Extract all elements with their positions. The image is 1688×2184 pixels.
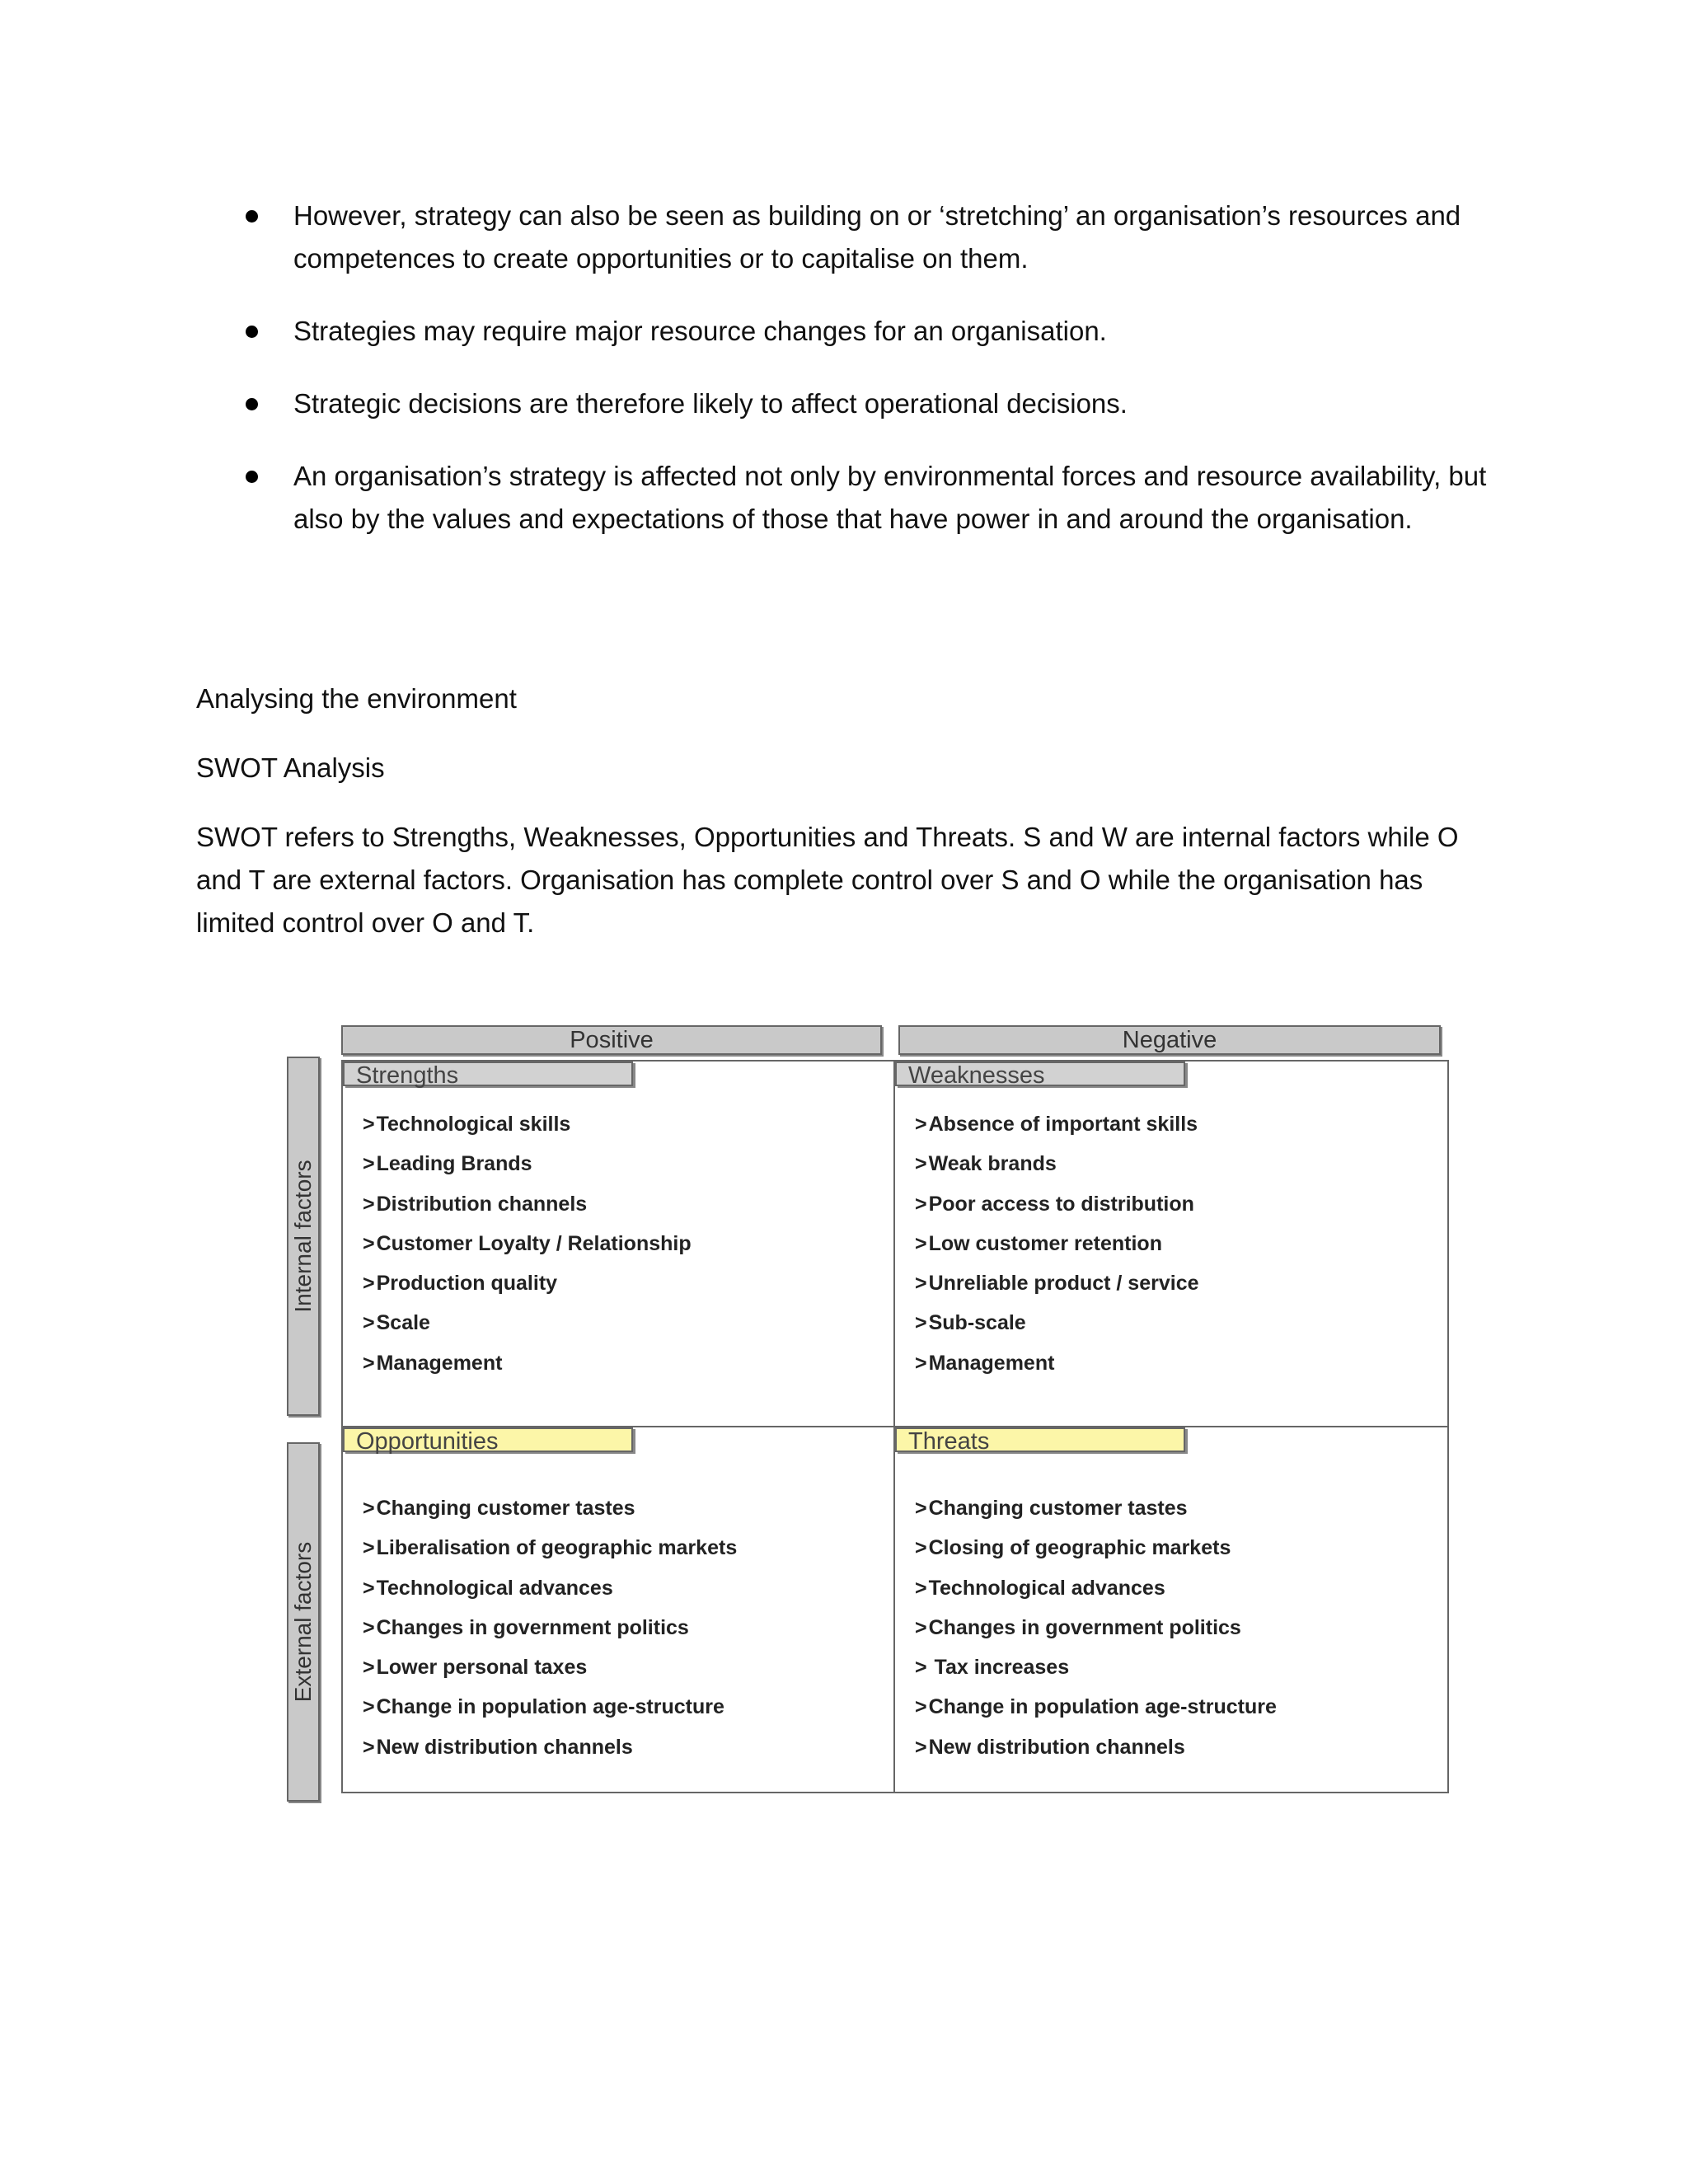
list-item: > Changes in government politics [915, 1608, 1277, 1647]
bullet-text: An organisation’s strategy is affected not only by environmental forces and resource availability, but also by the values and expectations of those that have power in and around the organisation. [293, 461, 1487, 534]
bullet-item [244, 455, 1497, 541]
row-header-external-label: External factors [290, 1541, 316, 1703]
list-item: > Distribution channels [363, 1184, 692, 1224]
list-item: > Sub-scale [915, 1303, 1199, 1343]
quadrant-label-threats: Threats [895, 1427, 1185, 1452]
subsection-heading: SWOT Analysis [196, 752, 385, 783]
quadrant-strengths [343, 1062, 893, 1426]
list-item: > New distribution channels [363, 1727, 737, 1767]
quadrant-label-strengths: Strengths [343, 1062, 633, 1086]
list-item: > Management [363, 1343, 692, 1383]
list-item: > Tax increases [915, 1647, 1277, 1687]
bullet-list [244, 194, 1497, 570]
list-item: > Unreliable product / service [915, 1263, 1199, 1303]
list-item: > Changing customer tastes [915, 1488, 1277, 1528]
quadrant-label-opportunities: Opportunities [343, 1427, 633, 1452]
column-header-positive: Positive [341, 1025, 882, 1055]
list-item: > Customer Loyalty / Relationship [363, 1224, 692, 1263]
list-item: > Closing of geographic markets [915, 1528, 1277, 1568]
quadrant-label-weaknesses: Weaknesses [895, 1062, 1185, 1086]
list-item: > Weak brands [915, 1144, 1199, 1183]
opportunities-list [363, 1488, 737, 1767]
row-header-internal [287, 1057, 320, 1416]
bullet-dot-icon [246, 398, 258, 410]
bullet-item [244, 194, 1497, 280]
list-item: > Scale [363, 1303, 692, 1343]
list-item: > Lower personal taxes [363, 1647, 737, 1687]
list-item: > Absence of important skills [915, 1104, 1199, 1144]
bullet-text: Strategies may require major resource changes for an organisation. [293, 316, 1107, 346]
bullet-dot-icon [246, 471, 258, 483]
swot-grid [341, 1060, 1449, 1793]
section-heading: Analysing the environment [196, 683, 517, 714]
list-item: > Leading Brands [363, 1144, 692, 1183]
threats-list [915, 1488, 1277, 1767]
quadrant-threats [895, 1427, 1449, 1793]
list-item: > Low customer retention [915, 1224, 1199, 1263]
list-item: > Technological advances [363, 1568, 737, 1608]
list-item: > Management [915, 1343, 1199, 1383]
list-item: > Changes in government politics [363, 1608, 737, 1647]
row-header-internal-label: Internal factors [290, 1160, 316, 1313]
list-item: > Change in population age-structure [915, 1687, 1277, 1727]
quadrant-opportunities [343, 1427, 893, 1793]
bullet-item [244, 382, 1497, 425]
list-item: > New distribution channels [915, 1727, 1277, 1767]
bullet-text: However, strategy can also be seen as building on or ‘stretching’ an organisation’s resources and competences to create opportunities or to capitalise on them. [293, 200, 1461, 274]
bullet-dot-icon [246, 210, 258, 223]
weaknesses-list [915, 1104, 1199, 1383]
row-header-external [287, 1442, 320, 1802]
list-item: > Technological skills [363, 1104, 692, 1144]
swot-diagram [287, 1025, 1449, 1805]
list-item: > Liberalisation of geographic markets [363, 1528, 737, 1568]
strengths-list [363, 1104, 692, 1383]
list-item: > Production quality [363, 1263, 692, 1303]
quadrant-weaknesses [895, 1062, 1449, 1426]
bullet-text: Strategic decisions are therefore likely to affect operational decisions. [293, 388, 1128, 419]
column-header-negative: Negative [898, 1025, 1441, 1055]
bullet-item [244, 310, 1497, 353]
bullet-dot-icon [246, 326, 258, 338]
body-paragraph: SWOT refers to Strengths, Weaknesses, Opportunities and Threats. S and W are internal factors while O and T are external factors. Organisation has complete control over S and O while the organisation has limited control over O and T. [196, 822, 1459, 938]
list-item: > Poor access to distribution [915, 1184, 1199, 1224]
list-item: > Changing customer tastes [363, 1488, 737, 1528]
list-item: > Change in population age-structure [363, 1687, 737, 1727]
list-item: > Technological advances [915, 1568, 1277, 1608]
